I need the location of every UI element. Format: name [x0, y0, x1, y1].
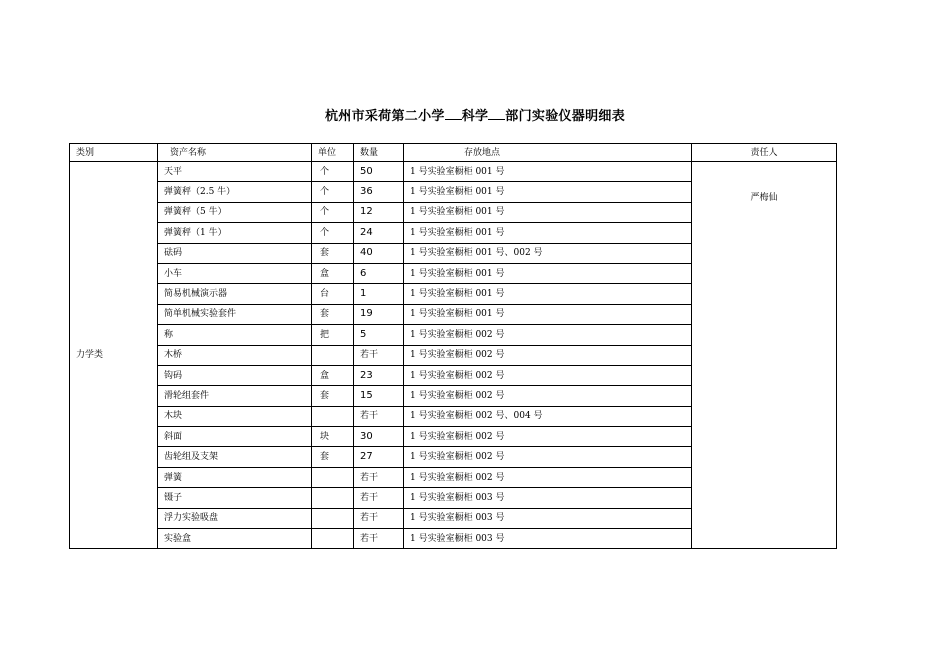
inventory-table-body	[70, 144, 837, 549]
quantity-cell: 若干	[354, 508, 404, 528]
quantity-cell: 5	[354, 325, 404, 345]
title-prefix: 杭州市采荷第二小学	[324, 109, 445, 124]
asset-name-cell: 木桥	[158, 345, 312, 365]
quantity-cell: 19	[354, 304, 404, 324]
asset-name-cell: 钩码	[158, 365, 312, 385]
unit-cell	[312, 345, 354, 365]
asset-name-cell: 弹簧秤（1 牛）	[158, 223, 312, 243]
location-cell: 1 号实验室橱柜 001 号、002 号	[404, 243, 692, 263]
location-cell: 1 号实验室橱柜 001 号	[404, 202, 692, 222]
quantity-cell: 若干	[354, 406, 404, 426]
unit-cell: 个	[312, 182, 354, 202]
inventory-table	[69, 143, 837, 549]
asset-name-cell: 齿轮组及支架	[158, 447, 312, 467]
location-cell: 1 号实验室橱柜 002 号	[404, 427, 692, 447]
unit-cell: 台	[312, 284, 354, 304]
unit-cell: 套	[312, 386, 354, 406]
table-header-row	[70, 144, 837, 162]
header-category: 类别	[70, 144, 158, 162]
unit-cell: 盒	[312, 263, 354, 283]
quantity-cell: 12	[354, 202, 404, 222]
asset-name-cell: 简单机械实验套件	[158, 304, 312, 324]
quantity-cell: 24	[354, 223, 404, 243]
asset-name-cell: 实验盒	[158, 529, 312, 549]
unit-cell	[312, 488, 354, 508]
unit-cell	[312, 508, 354, 528]
location-cell: 1 号实验室橱柜 001 号	[404, 162, 692, 182]
unit-cell: 套	[312, 243, 354, 263]
unit-cell: 个	[312, 202, 354, 222]
table-row	[70, 162, 837, 182]
header-quantity: 数量	[354, 144, 404, 162]
responsible-cell: 严梅仙	[692, 162, 837, 549]
quantity-cell: 若干	[354, 488, 404, 508]
location-cell: 1 号实验室橱柜 001 号	[404, 304, 692, 324]
asset-name-cell: 镊子	[158, 488, 312, 508]
unit-cell: 块	[312, 427, 354, 447]
asset-name-cell: 称	[158, 325, 312, 345]
quantity-cell: 27	[354, 447, 404, 467]
location-cell: 1 号实验室橱柜 002 号	[404, 386, 692, 406]
asset-name-cell: 木块	[158, 406, 312, 426]
location-cell: 1 号实验室橱柜 003 号	[404, 529, 692, 549]
unit-cell: 个	[312, 223, 354, 243]
quantity-cell: 23	[354, 365, 404, 385]
asset-name-cell: 小车	[158, 263, 312, 283]
category-cell: 力学类	[70, 162, 158, 549]
location-cell: 1 号实验室橱柜 001 号	[404, 182, 692, 202]
unit-cell: 套	[312, 304, 354, 324]
location-cell: 1 号实验室橱柜 002 号	[404, 325, 692, 345]
unit-cell: 盒	[312, 365, 354, 385]
asset-name-cell: 弹簧秤（2.5 牛）	[158, 182, 312, 202]
asset-name-cell: 浮力实验吸盘	[158, 508, 312, 528]
location-cell: 1 号实验室橱柜 002 号	[404, 467, 692, 487]
location-cell: 1 号实验室橱柜 001 号	[404, 284, 692, 304]
header-responsible: 责任人	[692, 144, 837, 162]
location-cell: 1 号实验室橱柜 001 号	[404, 263, 692, 283]
location-cell: 1 号实验室橱柜 003 号	[404, 508, 692, 528]
location-cell: 1 号实验室橱柜 002 号、004 号	[404, 406, 692, 426]
asset-name-cell: 天平	[158, 162, 312, 182]
unit-cell: 个	[312, 162, 354, 182]
title-blank-left	[445, 107, 462, 120]
unit-cell: 套	[312, 447, 354, 467]
asset-name-cell: 弹簧秤（5 牛）	[158, 202, 312, 222]
quantity-cell: 若干	[354, 529, 404, 549]
quantity-cell: 30	[354, 427, 404, 447]
header-unit: 单位	[312, 144, 354, 162]
header-name: 资产名称	[158, 144, 312, 162]
location-cell: 1 号实验室橱柜 003 号	[404, 488, 692, 508]
location-cell: 1 号实验室橱柜 002 号	[404, 345, 692, 365]
quantity-cell: 50	[354, 162, 404, 182]
quantity-cell: 6	[354, 263, 404, 283]
location-cell: 1 号实验室橱柜 001 号	[404, 223, 692, 243]
quantity-cell: 36	[354, 182, 404, 202]
quantity-cell: 15	[354, 386, 404, 406]
quantity-cell: 若干	[354, 345, 404, 365]
unit-cell: 把	[312, 325, 354, 345]
title-subject: 科学	[461, 109, 489, 124]
quantity-cell: 若干	[354, 467, 404, 487]
location-cell: 1 号实验室橱柜 002 号	[404, 365, 692, 385]
title-blank-right	[488, 107, 505, 120]
asset-name-cell: 砝码	[158, 243, 312, 263]
quantity-cell: 40	[354, 243, 404, 263]
quantity-cell: 1	[354, 284, 404, 304]
asset-name-cell: 斜面	[158, 427, 312, 447]
unit-cell	[312, 529, 354, 549]
document-title	[0, 105, 950, 124]
asset-name-cell: 滑轮组套件	[158, 386, 312, 406]
asset-name-cell: 弹簧	[158, 467, 312, 487]
header-location: 存放地点	[404, 144, 692, 162]
asset-name-cell: 简易机械演示器	[158, 284, 312, 304]
unit-cell	[312, 406, 354, 426]
title-suffix: 部门实验仪器明细表	[505, 109, 625, 124]
location-cell: 1 号实验室橱柜 002 号	[404, 447, 692, 467]
unit-cell	[312, 467, 354, 487]
